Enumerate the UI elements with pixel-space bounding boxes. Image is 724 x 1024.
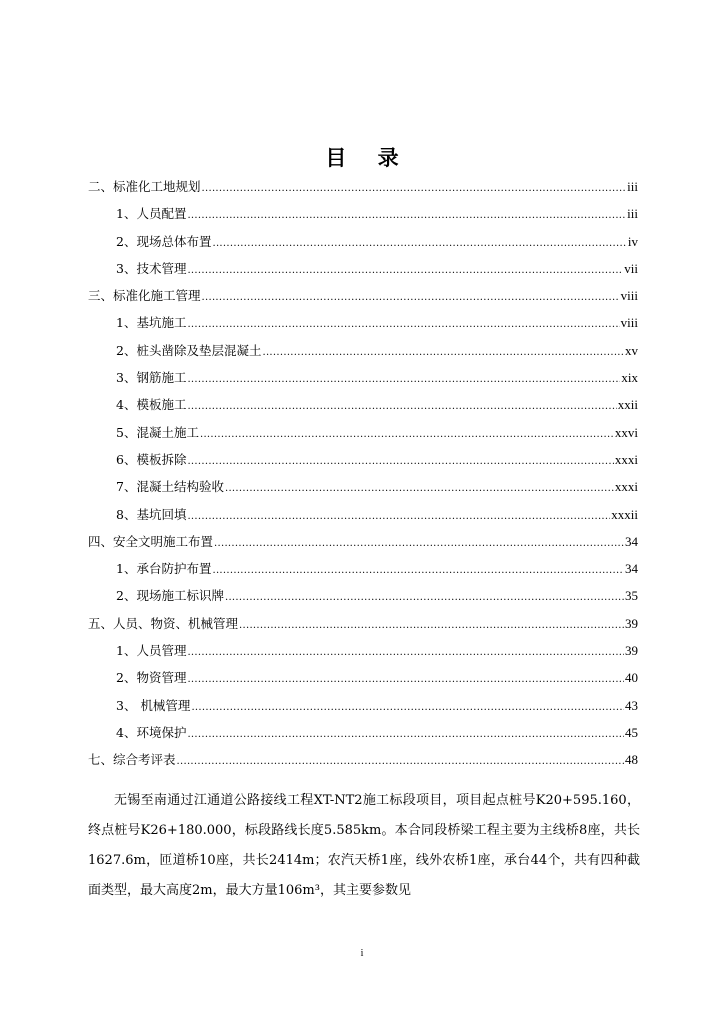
table-of-contents xyxy=(88,173,638,774)
toc-dot-leader xyxy=(262,339,624,366)
toc-dot-leader xyxy=(202,175,627,202)
toc-entry-text: 4、环境保护 xyxy=(116,724,187,740)
toc-page-number: xxxi xyxy=(614,451,638,467)
toc-dot-leader xyxy=(212,557,624,584)
toc-entry-text: 五、人员、物资、机械管理 xyxy=(88,615,239,631)
toc-entry-text: 3、钢筋施工 xyxy=(116,370,187,386)
toc-subsection-entry[interactable] xyxy=(88,555,638,582)
toc-entry-text: 6、模板拆除 xyxy=(116,451,187,467)
toc-entry-text: 7、混凝土结构验收 xyxy=(116,479,224,495)
toc-entry-text: 1、基坑施工 xyxy=(116,315,187,331)
toc-entry-text: 2、现场施工标识牌 xyxy=(116,588,224,604)
toc-dot-leader xyxy=(214,530,624,557)
toc-dot-leader xyxy=(212,230,626,257)
toc-subsection-entry[interactable] xyxy=(88,200,638,227)
toc-page-number: xxxii xyxy=(611,506,638,522)
toc-page-number: xix xyxy=(621,370,638,386)
toc-entry-text: 1、人员管理 xyxy=(116,643,187,659)
toc-subsection-entry[interactable] xyxy=(88,364,638,391)
toc-subsection-entry[interactable] xyxy=(88,637,638,664)
toc-page-number: 48 xyxy=(625,752,638,768)
toc-subsection-entry[interactable] xyxy=(88,664,638,691)
toc-subsection-entry[interactable] xyxy=(88,473,638,500)
toc-entry-text: 4、模板施工 xyxy=(116,397,187,413)
toc-dot-leader xyxy=(191,694,624,721)
toc-subsection-entry[interactable] xyxy=(88,446,638,473)
toc-dot-leader xyxy=(187,202,626,229)
toc-dot-leader xyxy=(187,639,624,666)
toc-page-number: xxvi xyxy=(614,424,638,440)
toc-page-number: viii xyxy=(620,315,638,331)
toc-entry-text: 七、综合考评表 xyxy=(88,752,176,768)
toc-page-number: iii xyxy=(627,206,638,222)
toc-dot-leader xyxy=(225,475,614,502)
toc-page-number: 39 xyxy=(625,615,638,631)
toc-entry-text: 1、承台防护布置 xyxy=(116,561,212,577)
toc-dot-leader xyxy=(239,612,624,639)
toc-subsection-entry[interactable] xyxy=(88,501,638,528)
toc-dot-leader xyxy=(187,503,610,530)
toc-section-entry[interactable] xyxy=(88,610,638,637)
toc-entry-text: 1、人员配置 xyxy=(116,206,187,222)
toc-page-number: viii xyxy=(620,288,638,304)
toc-entry-text: 2、桩头凿除及垫层混凝土 xyxy=(116,342,262,358)
toc-subsection-entry[interactable] xyxy=(88,255,638,282)
toc-entry-text: 8、基坑回填 xyxy=(116,506,187,522)
toc-subsection-entry[interactable] xyxy=(88,391,638,418)
toc-entry-text: 三、标准化施工管理 xyxy=(88,288,201,304)
toc-subsection-entry[interactable] xyxy=(88,309,638,336)
toc-dot-leader xyxy=(187,366,620,393)
toc-page-number: 35 xyxy=(625,588,638,604)
toc-section-entry[interactable] xyxy=(88,746,638,773)
toc-page-number: 34 xyxy=(625,533,638,549)
toc-page-number: 45 xyxy=(625,724,638,740)
toc-dot-leader xyxy=(187,666,624,693)
toc-page-number: xxxi xyxy=(614,479,638,495)
toc-entry-text: 四、安全文明施工布置 xyxy=(88,533,214,549)
toc-subsection-entry[interactable] xyxy=(88,337,638,364)
toc-entry-text: 3、技术管理 xyxy=(116,260,187,276)
toc-page-number: 34 xyxy=(625,561,638,577)
toc-dot-leader xyxy=(202,284,620,311)
toc-dot-leader xyxy=(187,311,619,338)
toc-dot-leader xyxy=(187,448,613,475)
body-paragraph: 无锡至南通过江通道公路接线工程XT-NT2施工标段项目，项目起点桩号K20+595.160，终点桩号K26+180.000，标段路线长度5.585km。本合同段桥梁工程主要为主线桥8座，共长1627.6m，匝道桥10座，共长2414m；农汽天桥1座，线外农桥1座，承台44个，共有四种截面类型，最大高度2m，最大方量106m³，其主要参数见 xyxy=(88,793,640,898)
toc-page-number: 43 xyxy=(625,697,638,713)
toc-dot-leader xyxy=(200,421,614,448)
toc-entry-text: 3、 机械管理 xyxy=(116,697,191,713)
toc-subsection-entry[interactable] xyxy=(88,419,638,446)
toc-dot-leader xyxy=(225,584,624,611)
toc-dot-leader xyxy=(187,393,616,420)
toc-page-number: 39 xyxy=(625,643,638,659)
toc-dot-leader xyxy=(177,748,624,775)
toc-subsection-entry[interactable] xyxy=(88,692,638,719)
toc-entry-text: 5、混凝土施工 xyxy=(116,424,199,440)
toc-dot-leader xyxy=(187,257,623,284)
toc-subsection-entry[interactable] xyxy=(88,228,638,255)
toc-title: 目 录 xyxy=(325,146,411,170)
toc-entry-text: 二、标准化工地规划 xyxy=(88,179,201,194)
toc-subsection-entry[interactable] xyxy=(88,719,638,746)
toc-section-entry[interactable] xyxy=(88,282,638,309)
toc-page-number: iii xyxy=(627,179,638,194)
page-number: i xyxy=(360,948,364,959)
toc-dot-leader xyxy=(187,721,624,748)
toc-page-number: 40 xyxy=(625,670,638,686)
toc-section-entry[interactable] xyxy=(88,173,638,200)
toc-entry-text: 2、现场总体布置 xyxy=(116,233,212,249)
toc-page-number: xv xyxy=(625,342,638,358)
toc-page-number: iv xyxy=(627,233,638,249)
toc-section-entry[interactable] xyxy=(88,528,638,555)
toc-page-number: vii xyxy=(624,260,638,276)
body-text xyxy=(88,786,640,906)
toc-entry-text: 2、物资管理 xyxy=(116,670,187,686)
toc-subsection-entry[interactable] xyxy=(88,582,638,609)
toc-page-number: xxii xyxy=(617,397,638,413)
